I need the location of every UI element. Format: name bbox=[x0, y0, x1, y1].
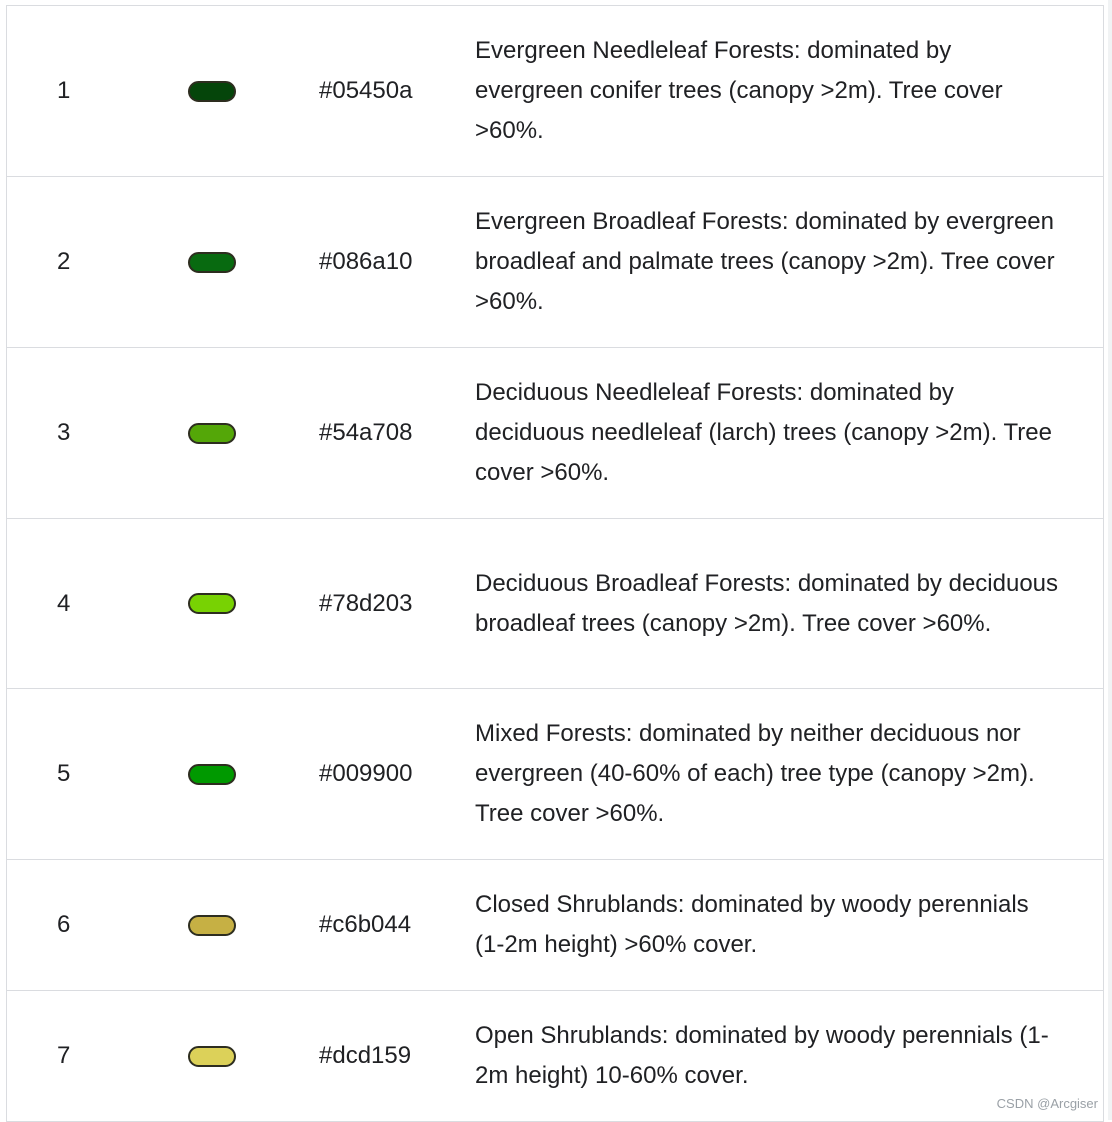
class-hex-code: #54a708 bbox=[319, 348, 475, 519]
table-continuation bbox=[6, 1114, 1104, 1120]
class-value: 4 bbox=[7, 519, 188, 689]
table-row bbox=[7, 991, 1103, 1122]
class-description: Evergreen Broadleaf Forests: dominated by evergreen broadleaf and palmate trees (canopy >2m). Tree cover >60%. bbox=[475, 208, 1055, 315]
table-row bbox=[7, 519, 1103, 689]
class-description: Closed Shrublands: dominated by woody perennials (1-2m height) >60% cover. bbox=[475, 891, 1029, 958]
color-swatch-cell bbox=[188, 6, 319, 177]
table-row bbox=[7, 860, 1103, 991]
color-swatch bbox=[188, 1046, 236, 1067]
class-table-container bbox=[6, 5, 1104, 1122]
color-swatch bbox=[188, 915, 236, 936]
class-hex-code: #05450a bbox=[319, 6, 475, 177]
table-row bbox=[7, 689, 1103, 860]
color-swatch-cell bbox=[188, 991, 319, 1122]
class-hex-code: #78d203 bbox=[319, 519, 475, 689]
color-swatch bbox=[188, 593, 236, 614]
class-description: Open Shrublands: dominated by woody perennials (1-2m height) 10-60% cover. bbox=[475, 1022, 1049, 1089]
class-description: Evergreen Needleleaf Forests: dominated by evergreen conifer trees (canopy >2m). Tree cover >60%. bbox=[475, 37, 1003, 144]
color-swatch-cell bbox=[188, 689, 319, 860]
class-description-cell bbox=[475, 519, 1103, 689]
color-swatch bbox=[188, 252, 236, 273]
class-description-cell bbox=[475, 177, 1103, 348]
color-swatch bbox=[188, 81, 236, 102]
color-swatch-cell bbox=[188, 348, 319, 519]
class-hex-code: #086a10 bbox=[319, 177, 475, 348]
class-description-cell bbox=[475, 6, 1103, 177]
class-hex-code: #009900 bbox=[319, 689, 475, 860]
class-value: 7 bbox=[7, 991, 188, 1122]
class-description-cell bbox=[475, 689, 1103, 860]
table-row bbox=[7, 6, 1103, 177]
class-value: 3 bbox=[7, 348, 188, 519]
color-swatch bbox=[188, 764, 236, 785]
color-swatch-cell bbox=[188, 519, 319, 689]
class-value: 2 bbox=[7, 177, 188, 348]
class-description-cell bbox=[475, 860, 1103, 991]
class-value: 5 bbox=[7, 689, 188, 860]
class-hex-code: #c6b044 bbox=[319, 860, 475, 991]
table-row bbox=[7, 177, 1103, 348]
class-description: Mixed Forests: dominated by neither deciduous nor evergreen (40-60% of each) tree type (canopy >2m). Tree cover >60%. bbox=[475, 720, 1035, 827]
class-description: Deciduous Needleleaf Forests: dominated by deciduous needleleaf (larch) trees (canopy >2m). Tree cover >60%. bbox=[475, 379, 1052, 486]
color-swatch-cell bbox=[188, 177, 319, 348]
class-value: 1 bbox=[7, 6, 188, 177]
scrollbar-track[interactable] bbox=[1108, 0, 1112, 1120]
class-hex-code: #dcd159 bbox=[319, 991, 475, 1122]
table-row bbox=[7, 348, 1103, 519]
color-swatch-cell bbox=[188, 860, 319, 991]
color-swatch bbox=[188, 423, 236, 444]
land-cover-class-table bbox=[7, 6, 1103, 1122]
watermark: CSDN @Arcgiser bbox=[996, 1096, 1098, 1111]
class-description: Deciduous Broadleaf Forests: dominated by deciduous broadleaf trees (canopy >2m). Tree cover >60%. bbox=[475, 569, 1059, 637]
class-value: 6 bbox=[7, 860, 188, 991]
class-description-cell bbox=[475, 348, 1103, 519]
